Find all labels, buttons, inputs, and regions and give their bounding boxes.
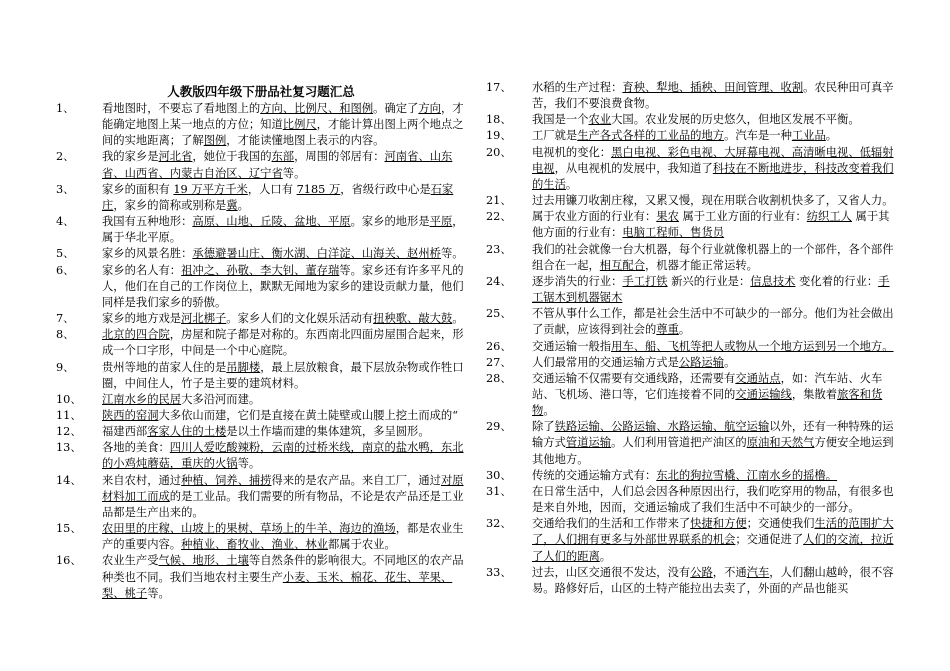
item-number: 11、 bbox=[56, 408, 82, 422]
item-text: 逐步消失的行业： bbox=[532, 274, 623, 288]
question-item bbox=[486, 306, 896, 338]
answer-text: 科技在不断地进步，科技改变着我们的生活 bbox=[532, 161, 894, 191]
question-item bbox=[486, 371, 896, 419]
item-text: 等。 bbox=[282, 166, 306, 180]
question-item bbox=[486, 355, 896, 371]
question-item bbox=[56, 246, 466, 262]
answer-text: 种植、饲养、捕捞 bbox=[181, 473, 272, 487]
item-text: 我们的社会就像一台大机器，每个行业就像机器上的一个部件，各个部件组合在一起， bbox=[532, 242, 894, 272]
answer-text: 方向 bbox=[418, 102, 441, 115]
item-text: 传统的交通运输方式有： bbox=[532, 468, 657, 482]
item-number: 28、 bbox=[486, 371, 512, 385]
question-item bbox=[56, 101, 466, 149]
item-text: 大多依山而建，它们是直接在黄土陡壁或山腰上挖土而成的“ bbox=[158, 408, 458, 422]
item-text: 除了 bbox=[532, 420, 555, 434]
answer-text: 手工打铁 bbox=[622, 274, 668, 288]
answer-text: 东北的狗拉雪橇、江南水乡的摇橹。 bbox=[656, 468, 838, 482]
question-item bbox=[56, 408, 466, 424]
item-number: 19、 bbox=[486, 129, 512, 143]
item-text: ，省级行政中心是 bbox=[340, 182, 431, 196]
question-item bbox=[486, 516, 896, 564]
item-number: 14、 bbox=[56, 473, 82, 487]
item-text: ，才能读懂地图上表示的内容。 bbox=[226, 134, 385, 148]
left-column bbox=[56, 84, 466, 602]
item-text: 是以土作墙而建的集体建筑，多呈圆形。 bbox=[226, 425, 430, 439]
item-text: 水稻的生产过程： bbox=[532, 81, 623, 94]
item-number: 12、 bbox=[56, 425, 82, 439]
item-number: 22、 bbox=[486, 210, 512, 224]
answer-text: 交通站点 bbox=[735, 371, 781, 385]
item-number: 29、 bbox=[486, 420, 512, 434]
item-text: ，才能计算出图上两个地点之间的实地距离；了解 bbox=[102, 118, 464, 148]
right-column bbox=[486, 80, 896, 597]
answer-text: 尊重 bbox=[656, 323, 679, 337]
item-text: 等。家乡还有许多平凡的人，他们在自己的工作岗位上，默默无闻地为家乡的建设贡献力量，他们同样是我们家乡的骄傲。 bbox=[102, 263, 464, 309]
item-text: 我国是一个 bbox=[532, 113, 589, 127]
answer-text: 四川人爱吃酸辣粉，云南的过桥米线，南京的盐水鸭，东北的小鸡炖蘑菇，重庆的火锅 bbox=[102, 441, 464, 471]
answer-text: 陕西的窑洞 bbox=[102, 408, 159, 422]
item-text: 得来的是农产品。来自工厂，通过 bbox=[271, 473, 441, 487]
question-item bbox=[56, 327, 466, 359]
answer-text: 吊脚楼 bbox=[226, 360, 261, 374]
answer-text: 图例 bbox=[203, 134, 227, 148]
item-text: 等。 bbox=[440, 247, 464, 261]
item-number: 10、 bbox=[56, 392, 82, 406]
item-text: ；交通使我们 bbox=[746, 517, 815, 531]
item-number: 26、 bbox=[486, 339, 512, 353]
answer-text: 东部 bbox=[271, 150, 295, 164]
item-text: ，人口有 bbox=[247, 182, 297, 196]
page-title: 人教版四年级下册品社复习题汇总 bbox=[167, 84, 355, 99]
item-text: 农业生产受 bbox=[102, 554, 159, 568]
answer-text: 河南省、山东省、山西省、内蒙古自治区、辽宁省 bbox=[102, 150, 453, 180]
answer-text: 交通运输线 bbox=[735, 387, 792, 401]
item-text: 属于其他方面的行业有： bbox=[532, 210, 890, 240]
item-number: 30、 bbox=[486, 468, 512, 482]
answer-text: 承德避暑山庄、衡水湖、白洋淀、山海关、赵州桥 bbox=[192, 247, 441, 261]
answer-text: 黑白电视、彩色电视、大屏幕电视、高清晰电视、低辐射电视 bbox=[532, 145, 894, 175]
answer-text: 快捷和方便 bbox=[690, 517, 747, 531]
item-number: 32、 bbox=[486, 517, 512, 531]
item-number: 16、 bbox=[56, 554, 82, 568]
item-text: 。 bbox=[543, 404, 555, 418]
question-item bbox=[56, 521, 466, 553]
item-text: 过去，山区交通很不发达，没有 bbox=[532, 565, 691, 579]
item-text: 我的家乡是 bbox=[102, 150, 159, 164]
answer-text: 高原、山地、丘陵、盆地、平原 bbox=[192, 215, 351, 229]
item-text: 看地图时，不要忘了看地图上的 bbox=[102, 102, 261, 115]
question-item bbox=[486, 128, 896, 144]
answer-text: 生活的范围扩大了，人们拥有更多与外部世界联系的机会 bbox=[532, 517, 894, 547]
question-item bbox=[56, 182, 466, 214]
item-text: 。 bbox=[599, 549, 612, 563]
question-item bbox=[486, 242, 896, 274]
item-number: 31、 bbox=[486, 484, 512, 498]
item-text: 过去用镰刀收割庄稼，又累又慢，现在用联合收割机快多了，又省人力。 bbox=[532, 194, 894, 208]
answer-text: 工业品 bbox=[791, 129, 826, 143]
question-item bbox=[56, 392, 466, 408]
item-number: 1、 bbox=[56, 102, 75, 115]
item-text: 的是工业品。我们需要的所有物品，不论是农产品还是工业品都是生产出来的。 bbox=[102, 489, 464, 519]
answer-text: 比例尺 bbox=[282, 118, 317, 132]
item-text: 。汽车是一种 bbox=[724, 129, 792, 143]
item-text: ，房屋和院子都是对称的。东西南北四面房屋围合起来，形成一个口字形，中间是一个中心庭院。 bbox=[102, 328, 464, 358]
item-text: ，周围的邻居有： bbox=[294, 150, 385, 164]
item-text: 新兴的行业是： bbox=[667, 274, 751, 288]
item-text: ；交通促进了 bbox=[735, 533, 804, 547]
item-text: ，人们翻山越岭，很不容易。路修好后，山区的土特产能拉出去卖了，外面的产品也能买 bbox=[532, 565, 894, 595]
item-text: 。确定了 bbox=[373, 102, 419, 115]
item-text: 。人们利用管道把产油区的 bbox=[611, 436, 747, 450]
item-text: 工厂就是 bbox=[532, 129, 578, 143]
item-number: 33、 bbox=[486, 565, 512, 579]
item-text: 贵州等地的苗家人住的是 bbox=[102, 360, 227, 374]
item-text: 以外，还有一种特殊的运输方式 bbox=[532, 420, 894, 450]
item-number: 4、 bbox=[56, 215, 75, 229]
question-item bbox=[486, 468, 896, 484]
item-text: 交通运输一般指 bbox=[532, 339, 612, 353]
item-text: 。 bbox=[565, 177, 578, 191]
item-text: 福建西部 bbox=[102, 425, 148, 439]
item-number: 15、 bbox=[56, 522, 82, 536]
item-text: 等自然条件的影响很大。不同地区的农产品种类也不同。我们当地农村主要生产 bbox=[102, 554, 464, 584]
answer-text: 育秧、犁地、插秧、田间管理、收割 bbox=[622, 81, 804, 94]
item-text: 交通给我们的生活和工作带来了 bbox=[532, 517, 691, 531]
answer-text: 河北梆子 bbox=[181, 312, 227, 326]
item-text: 来自农村，通过 bbox=[102, 473, 182, 487]
item-text: 我国有五种地形： bbox=[102, 215, 193, 229]
answer-text: 19 万平方千米 bbox=[173, 182, 248, 196]
question-item bbox=[486, 112, 896, 128]
item-text: ，属于华北平原。 bbox=[102, 215, 464, 245]
answer-text: 农业 bbox=[588, 113, 612, 127]
answer-text: 生产各式各样的工业品的地方 bbox=[577, 129, 725, 143]
question-item bbox=[486, 419, 896, 467]
item-text: 在日常生活中，人们总会因各种原因出行，我们吃穿用的物品，有很多也是来自外地，因而，交通运输成了我们生活中不可缺少的一部分。 bbox=[532, 484, 894, 515]
item-number: 25、 bbox=[486, 307, 512, 321]
item-text: 家乡的风景名胜： bbox=[102, 247, 193, 261]
item-number: 8、 bbox=[56, 328, 75, 342]
item-text: 家乡的面积有 bbox=[102, 182, 174, 196]
item-text: 属于工业方面的行业有： bbox=[678, 210, 807, 224]
answer-text: 方向、比例尺、和图例 bbox=[260, 102, 374, 115]
answer-text: 公路 bbox=[690, 565, 713, 579]
question-item bbox=[486, 145, 896, 193]
item-text: 等。 bbox=[237, 457, 261, 471]
answer-text: 果农 bbox=[656, 210, 679, 224]
answer-text: 客家人住的土楼 bbox=[147, 425, 227, 439]
question-item bbox=[486, 274, 896, 306]
item-number: 17、 bbox=[486, 81, 512, 94]
item-number: 18、 bbox=[486, 113, 512, 127]
question-item bbox=[56, 311, 466, 327]
question-item bbox=[486, 339, 896, 355]
item-text: ，最上层放粮食，最下层放杂物或作牲口圈，中间住人，竹子是主要的建筑材料。 bbox=[102, 360, 464, 390]
item-text: ，不通 bbox=[712, 565, 747, 579]
question-item bbox=[56, 424, 466, 440]
answer-text: 农田里的庄稼、山坡上的果树、草场上的牛羊、海边的渔场 bbox=[102, 522, 396, 536]
answer-text: 相互配合 bbox=[599, 258, 645, 272]
item-text: 等。 bbox=[147, 586, 170, 600]
item-text: 。 bbox=[678, 323, 691, 337]
answer-text: 平原 bbox=[429, 215, 453, 229]
question-item bbox=[486, 209, 896, 241]
item-text: ，机器才能正常运转。 bbox=[645, 258, 758, 272]
answer-text: 原油和天然气 bbox=[746, 436, 815, 450]
item-number: 3、 bbox=[56, 182, 75, 196]
item-text: 人们最常用的交通运输方式是 bbox=[532, 355, 679, 369]
item-text: 变化着的行业： bbox=[795, 274, 879, 288]
question-item bbox=[56, 553, 466, 601]
item-text: ，如：汽车站、火车站、飞机场、港口等，它们连接着不同的 bbox=[532, 371, 883, 401]
question-item bbox=[486, 565, 896, 597]
answer-text: 旅客和货物 bbox=[532, 387, 883, 418]
answer-text: 纺织工人 bbox=[806, 210, 852, 224]
question-item bbox=[486, 80, 896, 112]
item-text: 大国。农业发展的历史悠久，但地区发展不平衡。 bbox=[611, 113, 860, 127]
item-number: 9、 bbox=[56, 360, 75, 374]
item-number: 23、 bbox=[486, 242, 512, 256]
item-text: 都属于农业。 bbox=[327, 538, 396, 552]
item-text: ，从电视机的发展中，我知道了 bbox=[554, 161, 713, 175]
item-text: ，都是农业生产的重要内容。 bbox=[102, 522, 464, 552]
item-number: 7、 bbox=[56, 312, 75, 326]
item-number: 13、 bbox=[56, 441, 82, 455]
answer-text: 7185 万 bbox=[296, 182, 341, 196]
answer-text: 手工锯木到机器锯木 bbox=[532, 274, 890, 305]
item-text: 大多沿河而建。 bbox=[181, 392, 261, 406]
answer-text: 汽车 bbox=[746, 565, 770, 579]
item-text: 家乡的地方戏是 bbox=[102, 312, 182, 326]
answer-text: 小麦、玉米、棉花、花生、苹果、梨、桃子 bbox=[102, 570, 453, 600]
question-item bbox=[486, 484, 896, 516]
item-text: ，家乡的简称或别称是 bbox=[113, 198, 227, 212]
item-text: 。农民种田可真辛苦，我们不要浪费食物。 bbox=[532, 81, 894, 111]
item-text: 。 bbox=[452, 312, 464, 326]
item-text: 。 bbox=[237, 198, 249, 212]
item-number: 5、 bbox=[56, 247, 75, 261]
question-item bbox=[56, 214, 466, 246]
question-item bbox=[56, 360, 466, 392]
item-text: 。 bbox=[825, 129, 838, 143]
item-text: 。家乡的地形是 bbox=[350, 215, 430, 229]
question-item bbox=[56, 263, 466, 311]
item-number: 24、 bbox=[486, 274, 512, 288]
answer-text: 人们的交流，拉近了人们的距离 bbox=[532, 533, 894, 563]
item-number: 20、 bbox=[486, 145, 512, 159]
right-question-list bbox=[486, 80, 896, 597]
question-item bbox=[56, 440, 466, 472]
item-number: 2、 bbox=[56, 150, 75, 164]
question-item bbox=[56, 149, 466, 181]
item-text: 。家乡人们的文化娱乐活动有 bbox=[226, 312, 374, 326]
item-number: 6、 bbox=[56, 263, 75, 277]
answer-text: 北京的四合院 bbox=[102, 328, 170, 342]
answer-text: 河北省 bbox=[158, 150, 193, 164]
answer-text: 对原材料加工而成 bbox=[102, 473, 464, 503]
answer-text: 江南水乡的民居 bbox=[102, 392, 182, 406]
answer-text: 铁路运输、公路运输、水路运输、航空运输 bbox=[554, 420, 770, 434]
answer-text: 石家庄 bbox=[102, 182, 454, 212]
answer-text: 信息技术 bbox=[750, 274, 796, 288]
answer-text: 用车、船、飞机等把人或物从一个地方运到另一个地方。 bbox=[611, 339, 894, 353]
item-text: 交通运输不仅需要有交通线路，还需要有 bbox=[532, 371, 736, 385]
item-text: 家乡的名人有： bbox=[102, 263, 182, 277]
item-text: ，才能确定地图上某一地点的方位；知道 bbox=[102, 102, 464, 132]
item-text: 属于农业方面的行业有： bbox=[532, 210, 657, 224]
question-item bbox=[56, 473, 466, 521]
question-item bbox=[486, 193, 896, 209]
answer-text: 种植业、畜牧业、渔业、林业 bbox=[181, 538, 328, 552]
item-text: 电视机的变化： bbox=[532, 145, 612, 159]
answer-text: 扭秧歌、敲大鼓 bbox=[373, 312, 453, 326]
answer-text: 电脑工程师、售货员 bbox=[622, 226, 725, 240]
item-number: 27、 bbox=[486, 355, 512, 369]
answer-text: 冀 bbox=[226, 198, 238, 212]
answer-text: 祖冲之、孙敬、李大钊、董存瑞 bbox=[181, 263, 340, 277]
item-text: ，她位于我国的 bbox=[192, 150, 272, 164]
answer-text: 管道运输 bbox=[565, 436, 612, 450]
item-text: 方便安全地运到其他地方。 bbox=[532, 436, 894, 466]
item-text: 不管从事什么工作，都是社会生活中不可缺少的一部分。他们为社会做出了贡献，应该得到社会的 bbox=[532, 307, 894, 337]
item-number: 21、 bbox=[486, 194, 512, 208]
answer-text: 公路运输 bbox=[678, 355, 725, 369]
left-question-list bbox=[56, 101, 466, 602]
item-text: 。 bbox=[724, 355, 736, 369]
item-text: 各地的美食： bbox=[102, 441, 170, 455]
answer-text: 气候、地形、土壤 bbox=[158, 554, 249, 568]
item-text: ，集散着 bbox=[791, 387, 838, 401]
